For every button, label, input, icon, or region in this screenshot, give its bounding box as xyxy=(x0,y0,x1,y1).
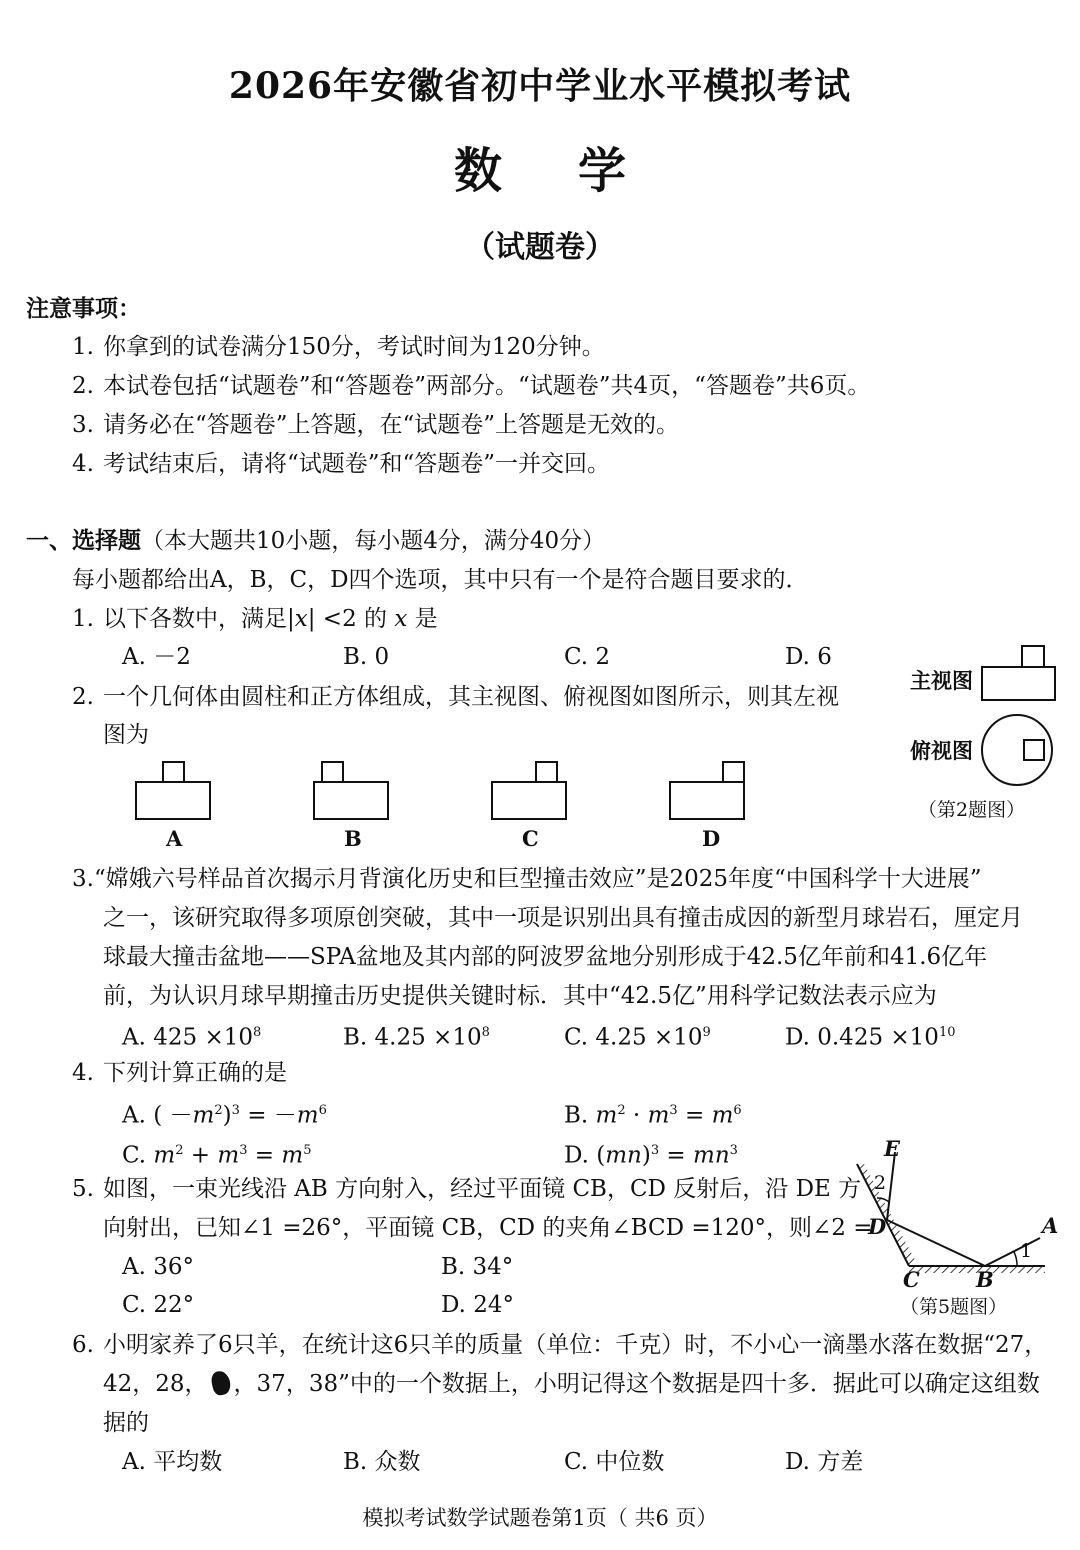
q4-a-var: m xyxy=(192,1102,215,1129)
q4-a-var: m xyxy=(296,1102,319,1129)
q4-b-var: m xyxy=(711,1102,734,1129)
q4-b-part: = xyxy=(677,1102,712,1129)
q4-c-var: m xyxy=(281,1142,304,1169)
front-view-label: 主视图 xyxy=(910,668,973,693)
q3-option-b-exp: 8 xyxy=(481,1025,490,1040)
q4-c-part: + xyxy=(183,1142,218,1169)
q2-option-a-label: A xyxy=(166,826,183,851)
q4-c-var: m xyxy=(153,1142,176,1169)
notice-item-1: 你拿到的试卷满分150分，考试时间为120分钟。 xyxy=(103,334,605,360)
q2-caption: （第2题图） xyxy=(918,799,1026,821)
q5-stem-line1: 如图，一束光线沿 AB 方向射入，经过平面镜 CB，CD 反射后，沿 DE 方 xyxy=(103,1176,862,1202)
q4-d-exp: 3 xyxy=(729,1143,738,1158)
subject-title xyxy=(0,132,1080,201)
q5-option-c: C. 22° xyxy=(122,1292,195,1318)
q4-c-exp: 5 xyxy=(303,1143,312,1158)
exam-title: 2026年安徽省初中学业水平模拟考试 xyxy=(228,65,852,107)
q4-b-part: B. xyxy=(564,1102,596,1129)
q4-a-exp: 6 xyxy=(318,1103,327,1118)
q3-option-a-exp: 8 xyxy=(252,1025,262,1040)
q6-line-2-part: 42，28， xyxy=(103,1371,208,1397)
notice-item-2: 本试卷包括“试题卷”和“答题卷”两部分。“试题卷”共4页，“答题卷”共6页。 xyxy=(103,373,871,399)
q5-label-a: A xyxy=(1042,1213,1059,1238)
q1-option-d: D. 6 xyxy=(785,644,832,670)
q4-b-part: · xyxy=(625,1102,648,1129)
q2-option-c-label: C xyxy=(522,826,539,851)
section-instruction: 每小题都给出A，B，C，D四个选项，其中只有一个是符合题目要求的． xyxy=(72,567,809,593)
q4-a-exp: 3 xyxy=(231,1103,240,1118)
notice-num-4: 4. xyxy=(72,451,94,477)
q4-b-var: m xyxy=(595,1102,618,1129)
q2-option-d-figure xyxy=(668,760,750,822)
q4-option-a xyxy=(122,1096,327,1131)
notice-num-1: 1. xyxy=(72,334,94,360)
q3-option-a-base: A. 425 ×10 xyxy=(122,1024,253,1051)
top-view-label: 俯视图 xyxy=(910,738,973,763)
q4-option-b xyxy=(564,1096,742,1131)
q6-option-a: A. 平均数 xyxy=(122,1449,223,1475)
notice-item-3: 请务必在“答题卷”上答题，在“试题卷”上答题是无效的。 xyxy=(103,412,680,438)
q6-option-d: D. 方差 xyxy=(785,1449,864,1475)
q5-number: 5. xyxy=(72,1176,94,1202)
q3-number: 3. xyxy=(72,866,94,892)
q2-option-b-label: B xyxy=(344,826,362,851)
q6-line-3: 据的 xyxy=(103,1410,149,1436)
q5-label-e: E xyxy=(884,1136,901,1161)
q5-label-angle1: 1 xyxy=(1020,1240,1033,1262)
q3-option-b-base: B. 4.25 ×10 xyxy=(343,1024,482,1051)
q5-label-c: C xyxy=(903,1267,920,1292)
q4-c-part: = xyxy=(247,1142,282,1169)
paper-type: （试题卷） xyxy=(465,230,615,265)
q4-b-exp: 3 xyxy=(669,1103,678,1118)
q3-option-c-exp: 9 xyxy=(702,1025,711,1040)
page-footer: 模拟考试数学试题卷第1页（ 共6 页） xyxy=(362,1506,718,1530)
q4-c-exp: 3 xyxy=(239,1143,248,1158)
q2-option-a-figure xyxy=(134,760,214,822)
q6-option-b: B. 众数 xyxy=(343,1449,421,1475)
q5-stem-line2: 向射出，已知∠1 =26°，平面镜 CB，CD 的夹角∠BCD =120°，则∠2 = xyxy=(103,1215,873,1241)
q3-option-b xyxy=(343,1018,490,1053)
q1-stem-part: | <2 的 xyxy=(307,606,395,632)
section-title: 一、选择题 xyxy=(26,527,141,554)
q5-label-d: D xyxy=(868,1214,887,1239)
q6-line-2-part: ，37，38”中的一个数据上，小明记得这个数据是四十多．据此可以确定这组数 xyxy=(233,1371,1040,1397)
q3-option-d xyxy=(785,1018,955,1053)
q4-b-exp: 2 xyxy=(617,1103,626,1118)
q3-option-c xyxy=(564,1018,711,1053)
q3-line-3: 球最大撞击盆地——SPA盆地及其内部的阿波罗盆地分别形成于42.5亿年前和41.6亿年 xyxy=(103,944,988,970)
q4-b-var: m xyxy=(647,1102,670,1129)
section-heading xyxy=(26,526,605,556)
q6-number: 6. xyxy=(72,1332,94,1358)
q4-a-part: ) xyxy=(222,1102,232,1129)
notice-num-3: 3. xyxy=(72,412,94,438)
q1-option-a: A. －2 xyxy=(122,644,191,670)
q4-a-part: A. ( － xyxy=(122,1102,193,1129)
q1-stem-part: 以下各数中，满足| xyxy=(103,606,295,632)
q1-option-b: B. 0 xyxy=(343,644,390,670)
q4-d-var: mn xyxy=(693,1142,730,1169)
q3-line-1: “嫦娥六号样品首次揭示月背演化历史和巨型撞击效应”是2025年度“中国科学十大进展” xyxy=(94,866,982,892)
q2-number: 2. xyxy=(72,684,94,710)
q5-caption: （第5题图） xyxy=(900,1296,1008,1318)
q4-stem: 下列计算正确的是 xyxy=(103,1060,287,1086)
q4-option-d xyxy=(564,1136,738,1171)
q3-option-d-base: D. 0.425 ×10 xyxy=(785,1024,939,1051)
q4-a-exp: 2 xyxy=(214,1103,223,1118)
q5-label-angle2: 2 xyxy=(874,1172,887,1194)
q4-c-part: C. xyxy=(122,1142,154,1169)
q1-number: 1. xyxy=(72,606,94,632)
notice-item-4: 考试结束后，请将“试题卷”和“答题卷”一并交回。 xyxy=(103,451,611,477)
subject-char-1: 数 xyxy=(453,143,502,199)
q4-number: 4. xyxy=(72,1060,94,1086)
q4-c-var: m xyxy=(217,1142,240,1169)
top-view-figure xyxy=(975,712,1065,792)
q4-b-exp: 6 xyxy=(733,1103,742,1118)
q4-c-exp: 2 xyxy=(175,1143,184,1158)
q4-d-part: ) xyxy=(641,1142,651,1169)
q3-line-2: 之一，该研究取得多项原创突破，其中一项是识别出具有撞击成因的新型月球岩石，厘定月 xyxy=(103,905,1023,931)
q5-option-d: D. 24° xyxy=(441,1292,515,1318)
q4-d-var: mn xyxy=(605,1142,642,1169)
q5-label-b: B xyxy=(976,1267,994,1292)
q1-var: x xyxy=(294,606,308,632)
q4-d-part: D. ( xyxy=(564,1142,606,1169)
section-note: （本大题共10小题，每小题4分，满分40分） xyxy=(141,528,606,554)
q3-line-4: 前，为认识月球早期撞击历史提供关键时标．其中“42.5亿”用科学记数法表示应为 xyxy=(103,983,937,1009)
q4-d-exp: 3 xyxy=(650,1143,660,1158)
notice-heading: 注意事项： xyxy=(26,295,141,322)
q1-stem xyxy=(103,604,438,634)
front-view-figure xyxy=(975,640,1065,710)
q5-mirror-figure xyxy=(845,1132,1070,1292)
notice-num-2: 2. xyxy=(72,373,94,399)
q2-stem-line1: 一个几何体由圆柱和正方体组成，其主视图、俯视图如图所示，则其左视 xyxy=(103,684,839,710)
ink-blot-icon xyxy=(209,1369,232,1396)
q4-option-c xyxy=(122,1136,312,1171)
q6-line-1: 小明家养了6只羊，在统计这6只羊的质量（单位：千克）时，不小心一滴墨水落在数据“27， xyxy=(103,1332,1048,1358)
q2-option-d-label: D xyxy=(702,826,721,851)
q4-d-part: = xyxy=(659,1142,694,1169)
q5-option-b: B. 34° xyxy=(441,1254,514,1280)
q2-stem-line2: 图为 xyxy=(103,722,149,748)
q6-line-2 xyxy=(103,1369,1040,1399)
q2-option-c-figure xyxy=(490,760,570,822)
q6-option-c: C. 中位数 xyxy=(564,1449,665,1475)
q3-option-a xyxy=(122,1018,261,1053)
subject-char-2: 学 xyxy=(578,143,627,199)
q1-option-c: C. 2 xyxy=(564,644,611,670)
q5-option-a: A. 36° xyxy=(122,1254,194,1280)
q4-a-part: = － xyxy=(239,1102,297,1129)
q3-option-c-base: C. 4.25 ×10 xyxy=(564,1024,703,1051)
q3-option-d-exp: 10 xyxy=(938,1025,956,1040)
q1-stem-part: 是 xyxy=(407,606,438,632)
q1-var: x xyxy=(394,606,408,632)
q2-option-b-figure xyxy=(312,760,392,822)
